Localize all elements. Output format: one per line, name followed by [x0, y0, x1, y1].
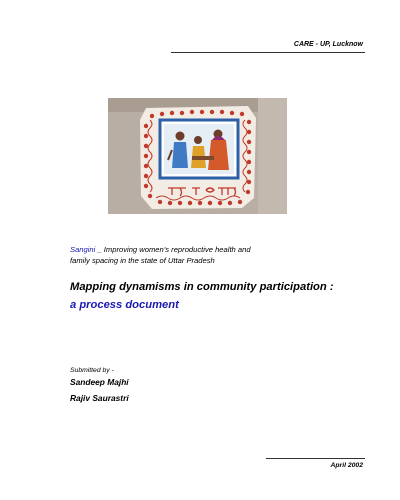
subtitle-line-1 [70, 244, 370, 255]
document-title [70, 278, 390, 314]
author-name: Rajiv Saurastri [70, 393, 129, 403]
organization-header: CARE - UP, Lucknow [293, 41, 363, 48]
wall-painting-image [108, 98, 287, 214]
author-name: Sandeep Majhi [70, 377, 129, 387]
cover-photo [108, 98, 287, 214]
footer-rule [266, 458, 365, 459]
subtitle-separator: _ [95, 245, 104, 254]
header-rule [171, 52, 365, 53]
project-subtitle [70, 244, 370, 266]
publication-date: April 2002 [330, 462, 363, 469]
subtitle-text-1: Improving women’s reproductive health and [103, 245, 251, 254]
title-line-1: Mapping dynamisms in community participation : [70, 281, 334, 293]
project-name: Sangini [70, 245, 96, 254]
submitted-by-label: Submitted by - [70, 367, 114, 374]
subtitle-line-2: family spacing in the state of Uttar Pradesh [70, 256, 215, 265]
title-line-2: a process document [70, 299, 179, 311]
